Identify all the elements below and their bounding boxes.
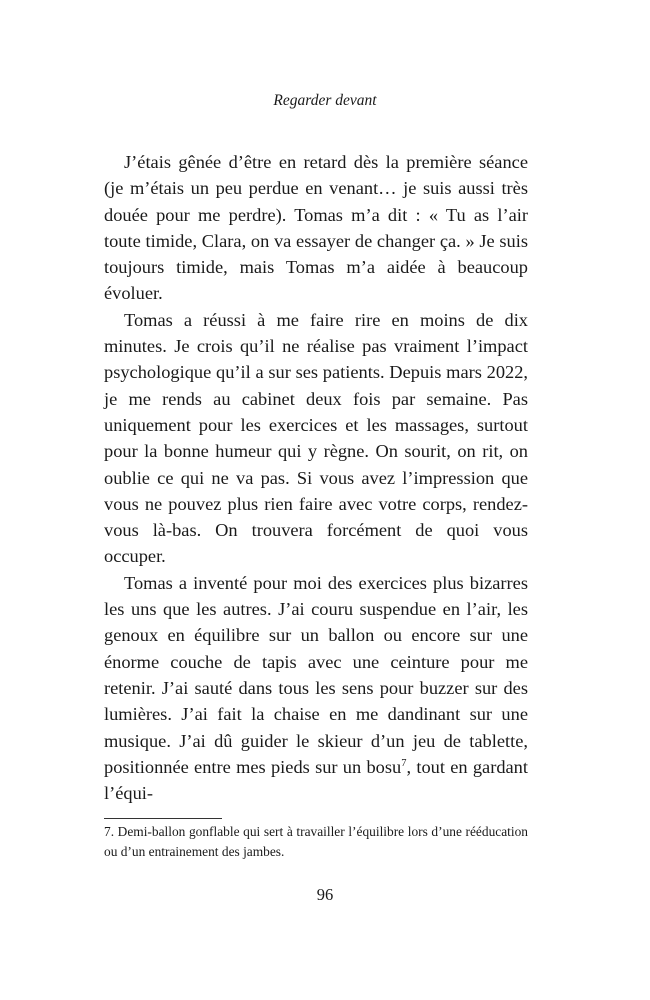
footnote-reference: 7 xyxy=(401,757,407,769)
footnote-separator xyxy=(104,818,222,819)
paragraph-3 xyxy=(104,570,528,807)
paragraph-2: Tomas a réussi à me faire rire en moins de dix minutes. Je crois qu’il ne réalise pas vraiment l’impact psychologique qu’il a sur ses patients. Depuis mars 2022, je me rends au cabinet deux fois par semaine. Pas uniquement pour les exercices et les massages, surtout pour la bonne humeur qui y règne. On sourit, on rit, on oublie ce qui ne va pas. Si vous avez l’impression que vous ne pouvez plus rien faire avec votre corps, rendez-vous là-bas. On trouvera forcément de quoi vous occuper. xyxy=(104,309,528,567)
body-text xyxy=(104,149,528,806)
paragraph-3-text: Tomas a inventé pour moi des exercices plus bizarres les uns que les autres. J’ai couru suspendue en l’air, les genoux en équilibre sur un ballon ou encore sur une énorme couche de tapis avec une ceinture pour me retenir. J’ai sauté dans tous les sens pour buzzer sur des lumières. J’ai fait la chaise en me dandinant sur une musique. J’ai dû guider le skieur d’un jeu de tablette, positionnée entre mes pieds sur un bosu xyxy=(104,572,528,777)
page-number: 96 xyxy=(316,885,334,904)
running-head: Regarder devant xyxy=(273,92,377,109)
paragraph-3-continuation: , tout en gardant l’équi- xyxy=(104,756,528,804)
footnote: 7. Demi-ballon gonflable qui sert à travailler l’équilibre lors d’une rééducation ou d’un entrainement des jambes. xyxy=(104,824,528,859)
paragraph-1: J’étais gênée d’être en retard dès la première séance (je m’étais un peu perdue en venant… je suis aussi très douée pour me perdre). Tomas m’a dit : « Tu as l’air toute timide, Clara, on va essayer de changer ça. » Je suis toujours timide, mais Tomas m’a aidée à beaucoup évoluer. xyxy=(104,152,528,304)
